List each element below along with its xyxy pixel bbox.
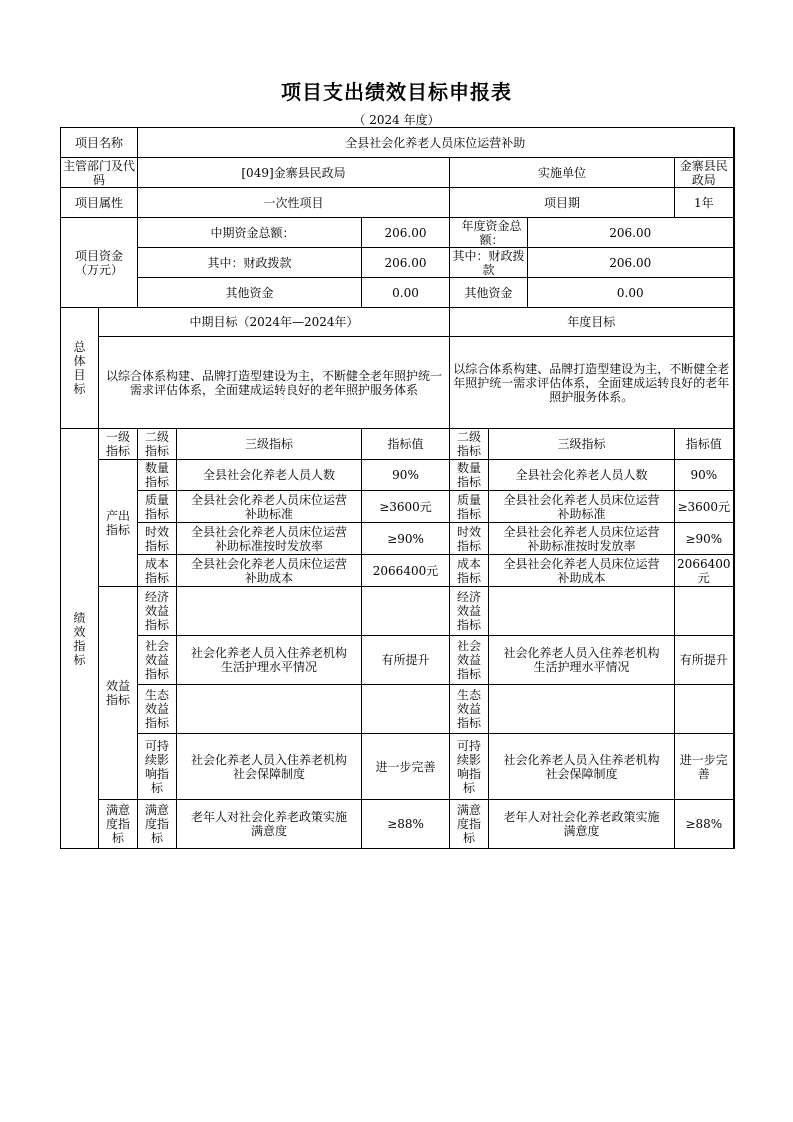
- output-indicator-label: [99, 460, 138, 587]
- level2-line: 度指: [145, 817, 170, 831]
- col-level3-header: 三级指标: [177, 429, 362, 460]
- value-line: 有所提升: [679, 653, 728, 667]
- header-line: 指标: [457, 444, 482, 458]
- level2-line: 效益: [145, 702, 170, 716]
- mid-total-value: 206.00: [362, 218, 450, 248]
- attr-label: 项目属性: [61, 188, 138, 218]
- level2-line: 效益: [457, 653, 482, 667]
- mid-fiscal-label: 其中：财政拨款: [138, 248, 362, 278]
- level2-cell: [138, 523, 177, 555]
- level3-line: 补助标准按时发放率: [527, 538, 636, 553]
- level3-line: 社会化养老人员入住养老机构: [503, 752, 660, 767]
- year-level3-cell: [489, 685, 675, 734]
- level2-line: 指标: [145, 538, 170, 553]
- level2-cell: [138, 460, 177, 491]
- table-row: [61, 523, 734, 555]
- level2-line: 满意: [457, 803, 482, 817]
- performance-table: [60, 127, 735, 849]
- value-line: ≥88%: [685, 817, 723, 831]
- level2-line: 指标: [457, 667, 482, 681]
- level2-line: 成本: [145, 556, 170, 571]
- table-row: [61, 685, 734, 734]
- year-level2-cell: [450, 523, 489, 555]
- impl-value: 金寨县民政局: [675, 158, 734, 188]
- level2-line: 标: [151, 831, 164, 845]
- value-cell: 有所提升: [362, 636, 450, 685]
- level3-line: 社会化养老人员入住养老机构: [191, 752, 348, 767]
- level2-line: 成本: [457, 556, 482, 571]
- level2-line: 标: [463, 831, 476, 845]
- level2-line: 续影: [457, 752, 482, 767]
- level1-line: 指标: [106, 693, 131, 707]
- level3-line: 全县社会化养老人员床位运营: [191, 556, 348, 571]
- indicators-label-char: 效: [73, 624, 86, 639]
- level2-cell: [138, 800, 177, 849]
- level1-line: 指标: [106, 523, 131, 537]
- table-row: [61, 800, 734, 849]
- satisfaction-indicator-label: [99, 800, 138, 849]
- project-name: 全县社会化养老人员床位运营补助: [138, 128, 734, 158]
- value-line: 2066400元: [677, 556, 731, 585]
- goals-label-char: 体: [73, 354, 86, 368]
- level3-line: 全县社会化养老人员床位运营: [503, 524, 660, 539]
- value-cell: [362, 587, 450, 636]
- attr-value: 一次性项目: [138, 188, 450, 218]
- level2-cell: [138, 636, 177, 685]
- level2-line: 数量: [145, 461, 170, 475]
- value-cell: ≥90%: [362, 523, 450, 555]
- project-name-label: 项目名称: [61, 128, 138, 158]
- level3-cell: [177, 587, 362, 636]
- level2-line: 度指: [457, 817, 482, 831]
- level1-line: 产出: [106, 509, 131, 523]
- goals-label: [61, 308, 99, 429]
- level2-line: 响指: [457, 766, 482, 781]
- level2-line: 质量: [457, 492, 482, 507]
- year-col-level2-header: [450, 429, 489, 460]
- table-row: [61, 555, 734, 587]
- year-level3-cell: [489, 460, 675, 491]
- year-value-cell: [675, 685, 734, 734]
- year-label: （ 2024 年度）: [353, 113, 440, 127]
- level2-line: 经济: [457, 590, 482, 604]
- level1-line: 度指: [106, 817, 131, 831]
- mid-goal-header: 中期目标（2024年—2024年）: [99, 308, 450, 337]
- value-line: ≥90%: [685, 531, 723, 546]
- year-level2-cell: [450, 800, 489, 849]
- level2-line: 可持: [457, 738, 482, 753]
- level2-line: 指标: [145, 570, 170, 585]
- goals-label-char: 标: [73, 382, 86, 396]
- year-total-label: 年度资金总额：: [450, 218, 528, 248]
- year-total-value: 206.00: [528, 218, 734, 248]
- goals-label-char: 总: [73, 340, 86, 354]
- year-level3-cell: [489, 491, 675, 523]
- level3-line: 全县社会化养老人员床位运营: [503, 556, 660, 571]
- level3-line: 全县社会化养老人员人数: [515, 468, 648, 482]
- table-row: [61, 460, 734, 491]
- year-col-level3-header: 三级指标: [489, 429, 675, 460]
- value-line: 90%: [690, 468, 718, 482]
- table-row: [61, 734, 734, 800]
- level2-line: 效益: [457, 702, 482, 716]
- level3-cell: [177, 636, 362, 685]
- year-value-cell: [675, 460, 734, 491]
- table-row: [61, 491, 734, 523]
- year-value-cell: [675, 491, 734, 523]
- header-line: 一级: [106, 430, 131, 444]
- level2-line: 指标: [457, 538, 482, 553]
- level3-line: 全县社会化养老人员床位运营: [191, 492, 348, 507]
- level2-cell: [138, 685, 177, 734]
- year-goal-header: 年度目标: [450, 308, 734, 337]
- level3-cell: [177, 491, 362, 523]
- level3-line: 全县社会化养老人员床位运营: [191, 524, 348, 539]
- level1-line: 满意: [106, 803, 131, 817]
- year-level2-cell: [450, 636, 489, 685]
- level3-line: 补助标准: [557, 506, 606, 521]
- year-level2-cell: [450, 734, 489, 800]
- level2-line: 标: [151, 780, 164, 795]
- year-value-cell: [675, 800, 734, 849]
- year-level3-cell: [489, 587, 675, 636]
- mid-fiscal-value: 206.00: [362, 248, 450, 278]
- year-other-value: 0.00: [528, 278, 734, 308]
- year-level3-cell: [489, 800, 675, 849]
- level2-line: 生态: [457, 688, 482, 702]
- goals-label-char: 目: [73, 368, 86, 382]
- level2-line: 满意: [145, 803, 170, 817]
- level2-line: 社会: [457, 639, 482, 653]
- level2-line: 指标: [145, 667, 170, 681]
- level2-line: 生态: [145, 688, 170, 702]
- header-line: 指标: [145, 444, 170, 458]
- level3-line: 满意度: [251, 824, 288, 838]
- mid-goal-text: 以综合体系构建、品牌打造型建设为主，不断健全老年照护统一需求评估体系，全面建成运转良好的老年照护服务体系: [99, 337, 450, 429]
- level2-line: 经济: [145, 590, 170, 604]
- year-value-cell: [675, 636, 734, 685]
- value-cell: 90%: [362, 460, 450, 491]
- table-row: [61, 587, 734, 636]
- col-level2-header: [138, 429, 177, 460]
- level3-line: 社会保障制度: [233, 766, 306, 781]
- level2-line: 指标: [457, 716, 482, 730]
- level2-line: 标: [463, 780, 476, 795]
- mid-other-value: 0.00: [362, 278, 450, 308]
- level2-line: 指标: [457, 475, 482, 489]
- funds-label-line1: 项目资金: [75, 248, 124, 263]
- level3-cell: [177, 685, 362, 734]
- level3-cell: [177, 460, 362, 491]
- level2-line: 指标: [145, 716, 170, 730]
- header-line: 指标: [106, 444, 131, 458]
- year-level2-cell: [450, 460, 489, 491]
- level2-line: 时效: [457, 524, 482, 539]
- level2-cell: [138, 587, 177, 636]
- page-title: 项目支出绩效目标申报表: [281, 80, 512, 104]
- col-value-header: 指标值: [362, 429, 450, 460]
- table-row: [61, 636, 734, 685]
- level2-line: 续影: [145, 752, 170, 767]
- indicators-label-char: 绩: [73, 610, 86, 625]
- level2-line: 社会: [145, 639, 170, 653]
- header-line: 二级: [457, 430, 482, 444]
- indicators-label: [61, 429, 99, 849]
- year-col-value-header: 指标值: [675, 429, 734, 460]
- level2-line: 效益: [457, 604, 482, 618]
- year-other-label: 其他资金: [450, 278, 528, 308]
- level3-line: 生活护理水平情况: [221, 660, 318, 674]
- level2-line: 指标: [457, 618, 482, 632]
- year-level2-cell: [450, 491, 489, 523]
- level2-cell: [138, 555, 177, 587]
- year-value-cell: [675, 555, 734, 587]
- year-level3-cell: [489, 523, 675, 555]
- level2-cell: [138, 734, 177, 800]
- dept-value: [049]金寨县民政局: [138, 158, 450, 188]
- level1-line: 效益: [106, 679, 131, 693]
- year-value-cell: [675, 734, 734, 800]
- level1-line: 标: [112, 831, 125, 845]
- level2-line: 效益: [145, 653, 170, 667]
- year-goal-text: 以综合体系构建、品牌打造型建设为主，不断健全老年照护统一需求评估体系，全面建成运转良好的老年照护服务体系。: [450, 337, 734, 429]
- mid-total-label: 中期资金总额：: [138, 218, 362, 248]
- level2-line: 指标: [457, 506, 482, 521]
- indicators-label-char: 指: [73, 638, 86, 653]
- level3-line: 补助成本: [245, 570, 294, 585]
- col-level1-header: [99, 429, 138, 460]
- value-line: 善: [697, 766, 710, 781]
- level3-line: 生活护理水平情况: [533, 660, 630, 674]
- level3-line: 全县社会化养老人员床位运营: [503, 492, 660, 507]
- year-value-cell: [675, 587, 734, 636]
- year-fiscal-label: 其中：财政拨款: [450, 248, 528, 278]
- level2-line: 数量: [457, 461, 482, 475]
- value-line: ≥3600元: [677, 499, 731, 514]
- impl-label: 实施单位: [450, 158, 675, 188]
- year-value-cell: [675, 523, 734, 555]
- level2-line: 可持: [145, 738, 170, 753]
- value-cell: ≥88%: [362, 800, 450, 849]
- level2-line: 质量: [145, 492, 170, 507]
- value-cell: 2066400元: [362, 555, 450, 587]
- level2-line: 指标: [457, 570, 482, 585]
- period-label: 项目期: [450, 188, 675, 218]
- year-level3-cell: [489, 734, 675, 800]
- mid-other-label: 其他资金: [138, 278, 362, 308]
- level3-line: 补助标准: [245, 506, 294, 521]
- level2-line: 响指: [145, 766, 170, 781]
- level3-line: 社会保障制度: [545, 766, 618, 781]
- year-fiscal-value: 206.00: [528, 248, 734, 278]
- dept-label: 主管部门及代码: [61, 158, 138, 188]
- level3-line: 补助标准按时发放率: [215, 538, 324, 553]
- level3-line: 社会化养老人员入住养老机构: [503, 646, 660, 660]
- level2-line: 效益: [145, 604, 170, 618]
- year-level2-cell: [450, 685, 489, 734]
- value-cell: 进一步完善: [362, 734, 450, 800]
- level3-line: 社会化养老人员入住养老机构: [191, 646, 348, 660]
- level2-cell: [138, 491, 177, 523]
- value-cell: ≥3600元: [362, 491, 450, 523]
- level3-line: 满意度: [563, 824, 600, 838]
- level3-line: 补助成本: [557, 570, 606, 585]
- year-level3-cell: [489, 555, 675, 587]
- header-line: 二级: [145, 430, 170, 444]
- level2-line: 指标: [145, 618, 170, 632]
- level3-cell: [177, 555, 362, 587]
- value-cell: [362, 685, 450, 734]
- level3-line: 老年人对社会化养老政策实施: [191, 810, 348, 824]
- indicators-label-char: 标: [73, 652, 86, 667]
- level3-line: 老年人对社会化养老政策实施: [503, 810, 660, 824]
- level3-cell: [177, 523, 362, 555]
- year-level2-cell: [450, 587, 489, 636]
- level3-line: 全县社会化养老人员人数: [203, 468, 336, 482]
- funds-label: [61, 218, 138, 308]
- level3-cell: [177, 734, 362, 800]
- year-level3-cell: [489, 636, 675, 685]
- period-value: 1年: [675, 188, 734, 218]
- year-level2-cell: [450, 555, 489, 587]
- level2-line: 指标: [145, 506, 170, 521]
- level3-cell: [177, 800, 362, 849]
- funds-label-line2: （万元）: [75, 262, 124, 277]
- level2-line: 指标: [145, 475, 170, 489]
- value-line: 进一步完: [679, 752, 728, 767]
- level2-line: 时效: [145, 524, 170, 539]
- effect-indicator-label: [99, 587, 138, 800]
